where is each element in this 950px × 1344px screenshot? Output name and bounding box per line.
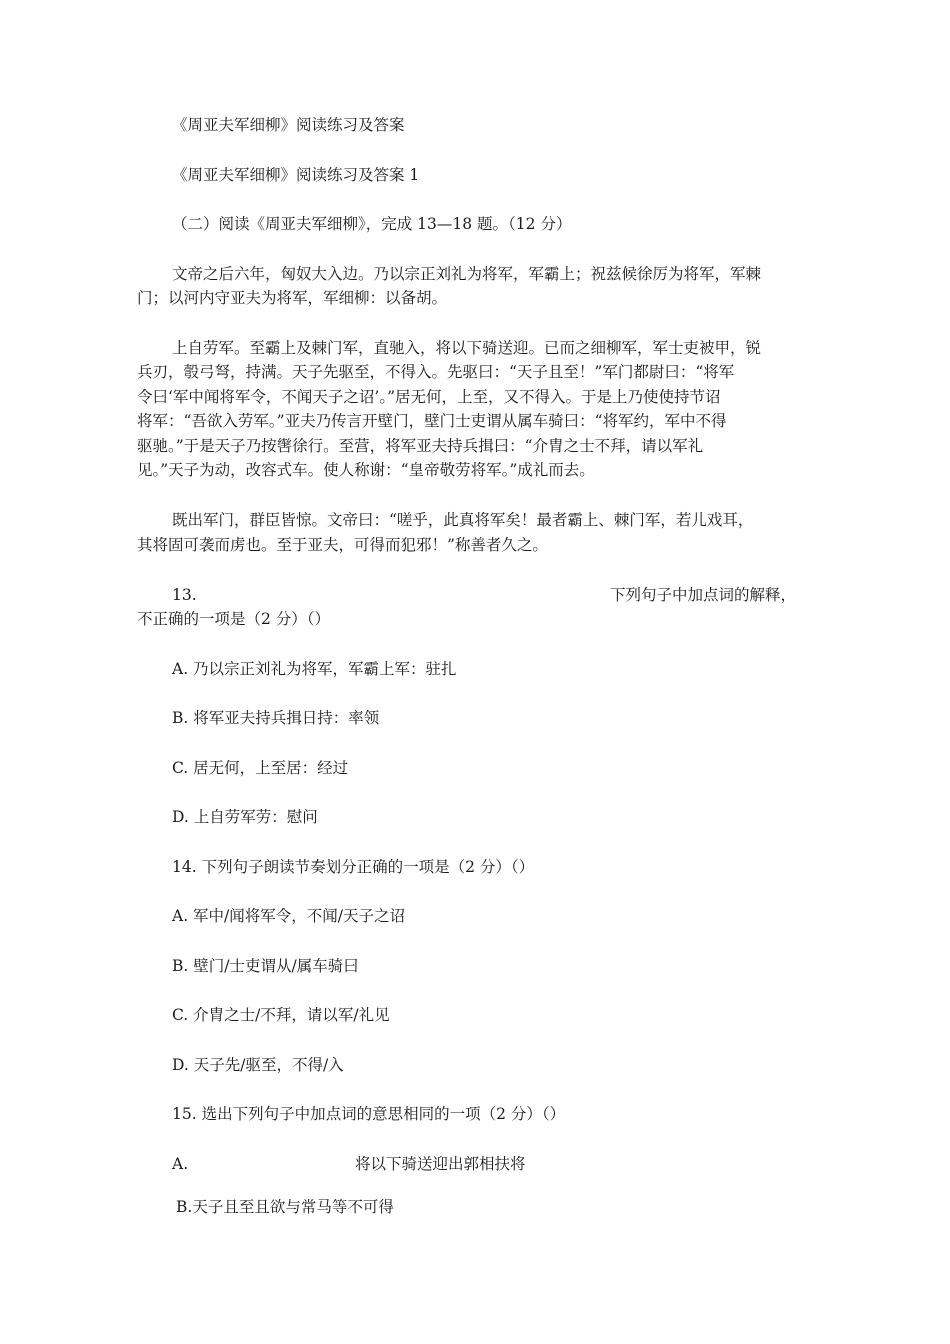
option-a: A. 军中/闻将军令，不闻/天子之诏	[172, 907, 405, 925]
passage-line: 驱驰。”于是天子乃按辔徐行。至营，将军亚夫持兵揖曰：“介胄之士不拜，请以军礼	[137, 437, 704, 455]
question-stem: 14. 下列句子朗读节奏划分正确的一项是（2 分）（）	[172, 858, 535, 876]
passage-line: 将军：“吾欲入劳军。”亚夫乃传言开壁门，壁门士吏谓从属车骑曰：“将军约，军中不得	[137, 412, 727, 430]
passage-line: 文帝之后六年，匈奴大入边。乃以宗正刘礼为将军，军霸上；祝兹候徐厉为将军，军棘	[172, 265, 762, 283]
section-heading: （二）阅读《周亚夫军细柳》，完成 13—18 题。（12 分）	[172, 215, 572, 233]
question-stem: 15. 选出下列句子中加点词的意思相同的一项（2 分）（）	[172, 1105, 566, 1123]
option-b: B. 壁门/士吏谓从/属车骑曰	[172, 957, 359, 975]
option-d: D. 上自劳军劳：慰问	[172, 808, 318, 826]
option-a: 将以下骑送迎出郭相扶将	[355, 1155, 526, 1173]
document-subtitle: 《周亚夫军细柳》阅读练习及答案 1	[172, 166, 420, 184]
option-c: C. 居无何，上至居：经过	[172, 759, 349, 777]
option-a: A. 乃以宗正刘礼为将军，军霸上军：驻扎	[172, 660, 457, 678]
option-c: C. 介胄之士/不拜，请以军/礼见	[172, 1006, 390, 1024]
passage-line: 上自劳军。至霸上及棘门军，直驰入，将以下骑送迎。已而之细柳军，军士吏被甲，锐	[172, 339, 762, 357]
option-b: B. 将军亚夫持兵揖日持：率领	[172, 709, 380, 727]
passage-line: 见。”天子为动，改容式车。使人称谢：“皇帝敬劳将军。”成礼而去。	[137, 461, 595, 479]
question-number: 13.	[172, 586, 197, 604]
document-title: 《周亚夫军细柳》阅读练习及答案	[172, 116, 405, 134]
passage-line: 门；以河内守亚夫为将军，军细柳：以备胡。	[137, 289, 448, 307]
option-b: B.天子且至且欲与常马等不可得	[176, 1198, 394, 1216]
passage-line: 其将固可袭而虏也。至于亚夫，可得而犯邪！”称善者久之。	[137, 536, 548, 554]
question-stem-continued: 不正确的一项是（2 分）（）	[137, 610, 331, 628]
passage-line: 兵刃，彀弓弩，持满。天子先驱至，不得入。先驱曰：“天子且至！”军门都尉曰：“将军	[137, 363, 735, 381]
passage-line: 既出军门，群臣皆惊。文帝曰：“嗟乎，此真将军矣！最者霸上、棘门军，若儿戏耳，	[172, 511, 754, 529]
option-d: D. 天子先/驱至，不得/入	[172, 1056, 344, 1074]
option-a-label: A.	[172, 1155, 189, 1173]
question-stem: 下列句子中加点词的解释，	[610, 586, 797, 604]
passage-line: 令曰‘军中闻将军令，不闻天子之诏’。”居无何，上至，又不得入。于是上乃使使持节诏	[137, 388, 721, 406]
